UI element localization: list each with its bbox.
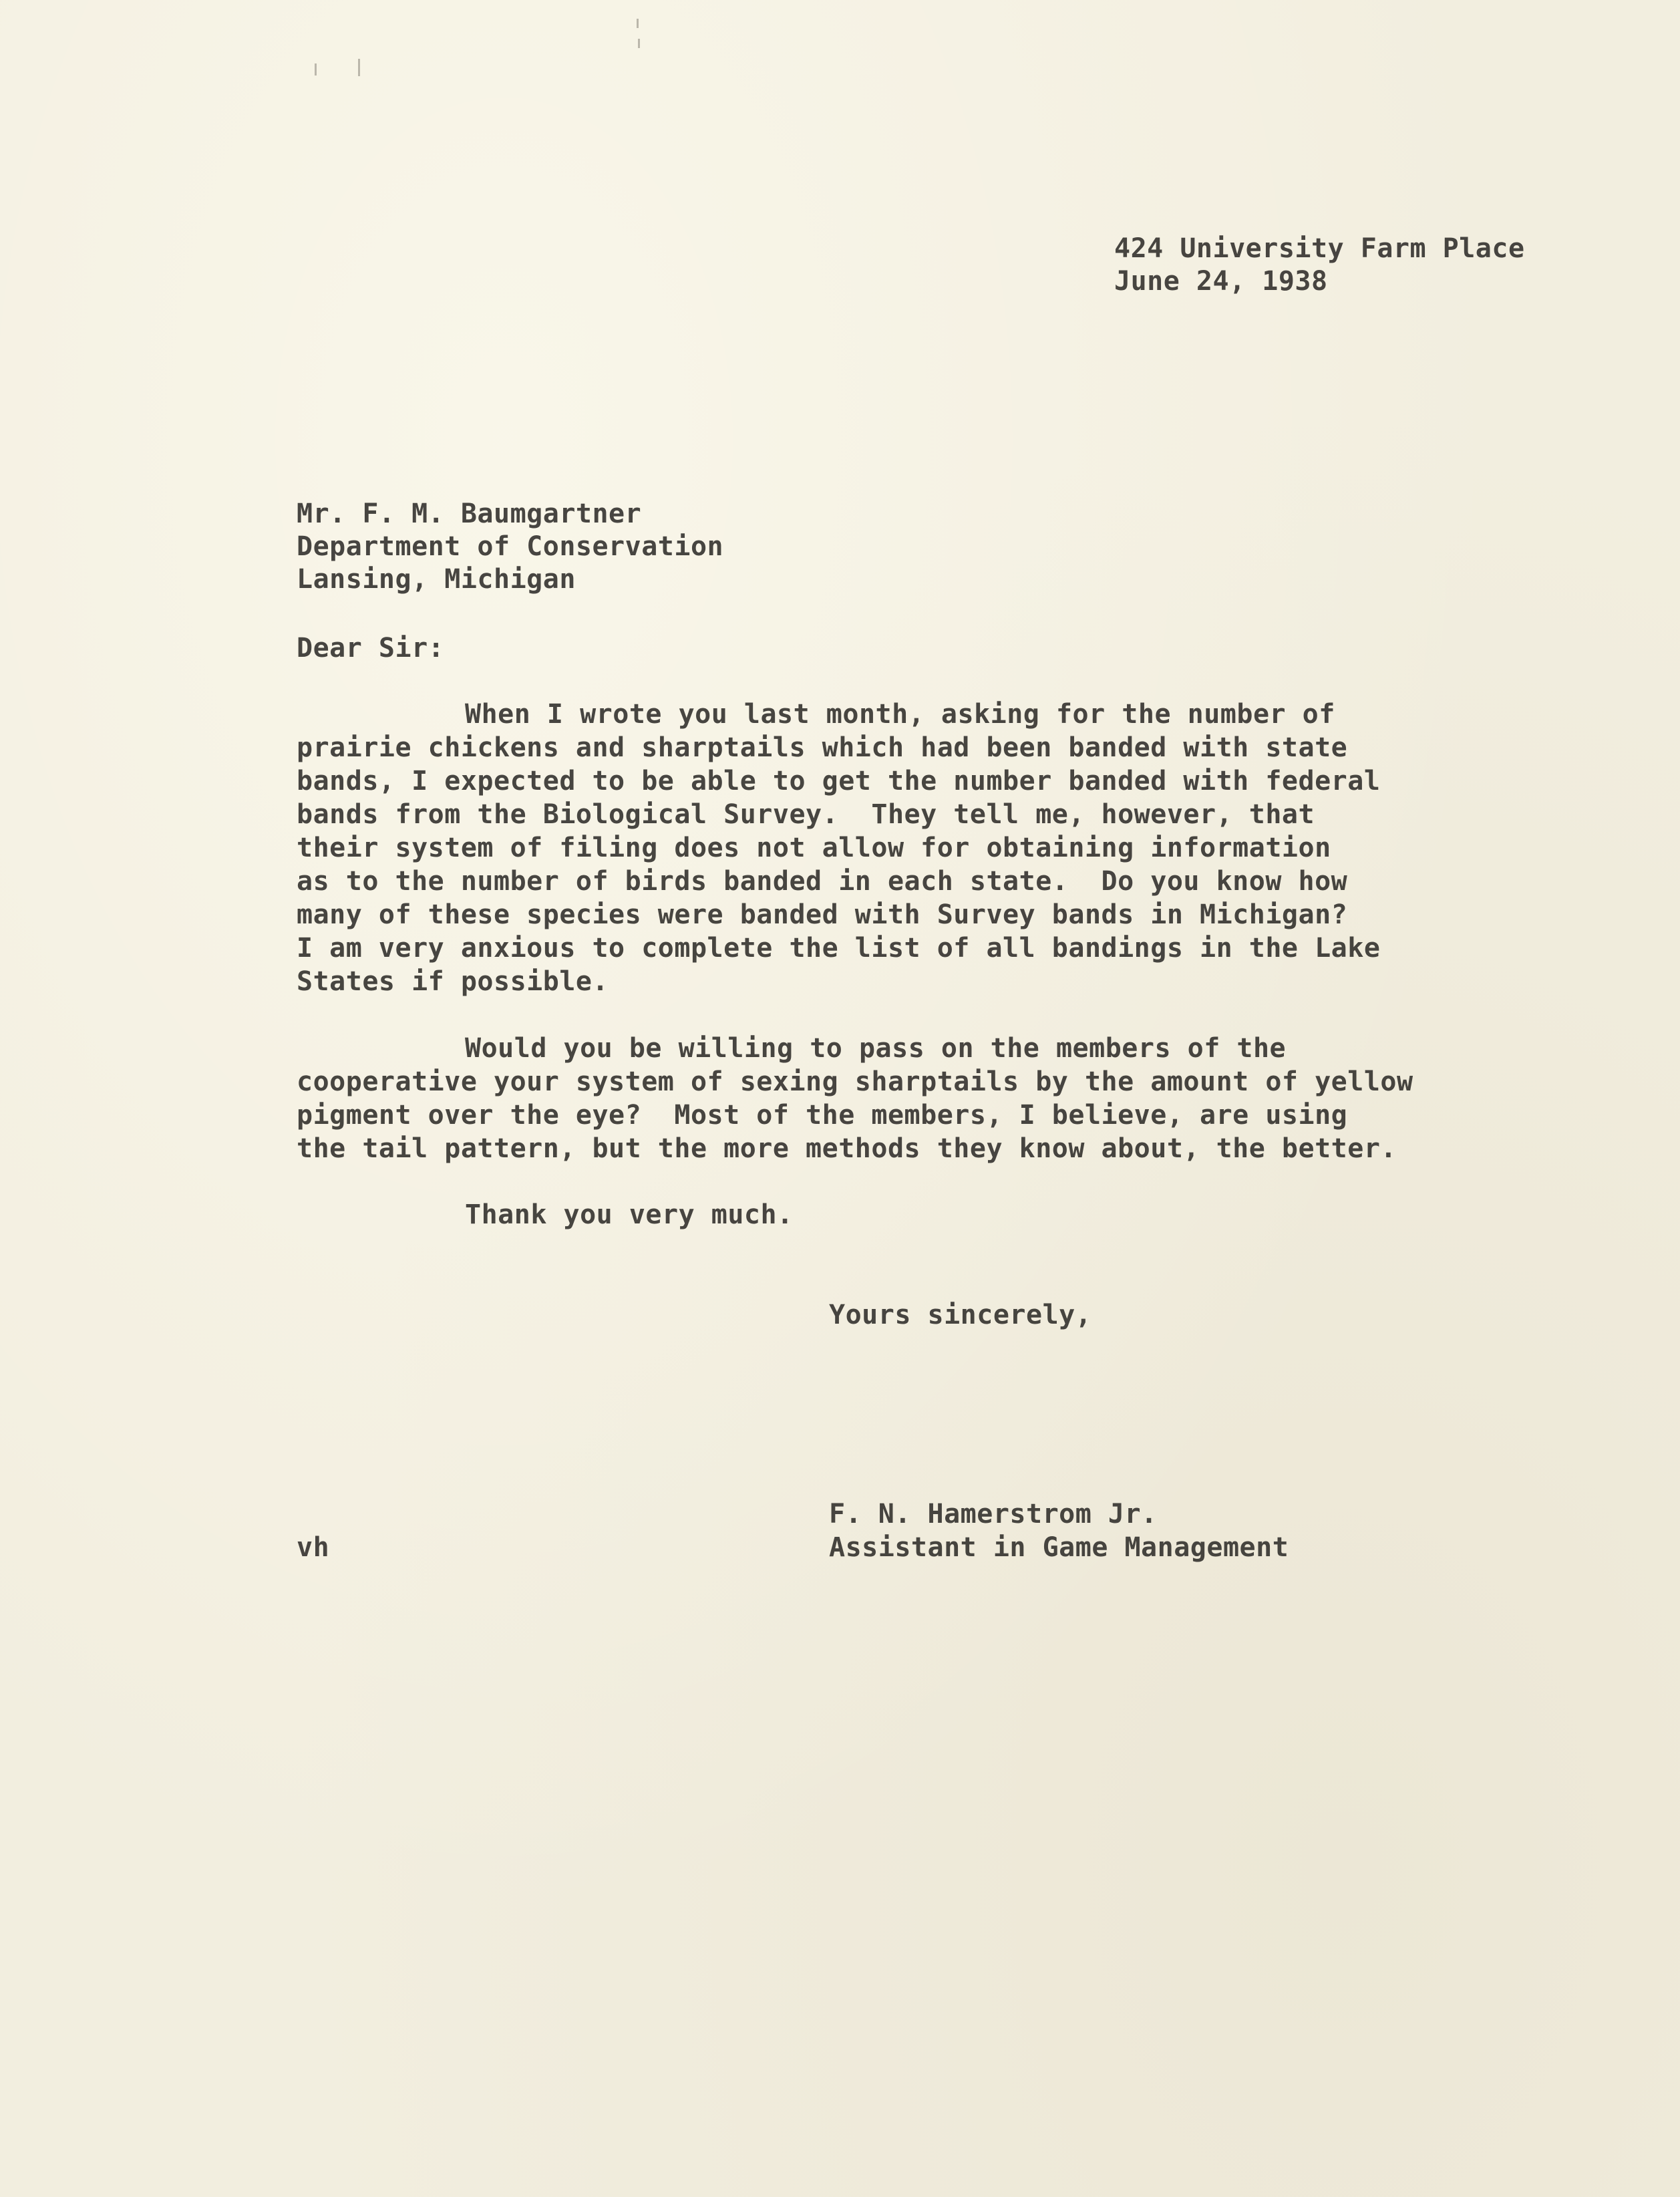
paper-mark [637,19,639,28]
salutation: Dear Sir: [297,633,445,664]
body-line: I am very anxious to complete the list of all bandings in the Lake [297,933,1381,964]
paper-mark [315,63,317,76]
body-line: as to the number of birds banded in each state. Do you know how [297,866,1348,897]
body-line: the tail pattern, but the more methods they know about, the better. [297,1133,1397,1164]
body-line: bands, I expected to be able to get the number banded with federal [297,766,1381,796]
body-line: Would you be willing to pass on the members of the [465,1033,1287,1064]
body-line: many of these species were banded with Survey bands in Michigan? [297,899,1348,930]
sender-street: 424 University Farm Place [1114,233,1525,264]
recipient-name: Mr. F. M. Baumgartner [297,498,642,529]
body-line: their system of filing does not allow for obtaining information [297,833,1331,863]
body-line: cooperative your system of sexing sharptails by the amount of yellow [297,1066,1413,1097]
body-line: States if possible. [297,966,609,997]
letter-date: June 24, 1938 [1114,266,1328,297]
signature-name: F. N. Hamerstrom Jr. [829,1499,1158,1529]
body-line: Thank you very much. [465,1199,794,1230]
recipient-department: Department of Conservation [297,531,724,562]
typist-initials: vh [297,1532,330,1563]
closing: Yours sincerely, [829,1300,1092,1330]
signature-title: Assistant in Game Management [829,1532,1289,1563]
body-line: bands from the Biological Survey. They tell me, however, that [297,799,1315,830]
paper-mark [358,59,360,76]
body-line: When I wrote you last month, asking for the number of [465,699,1335,730]
recipient-location: Lansing, Michigan [297,564,576,595]
paper-mark [638,39,640,48]
body-line: prairie chickens and sharptails which had been banded with state [297,732,1348,763]
body-line: pigment over the eye? Most of the members, I believe, are using [297,1100,1348,1131]
